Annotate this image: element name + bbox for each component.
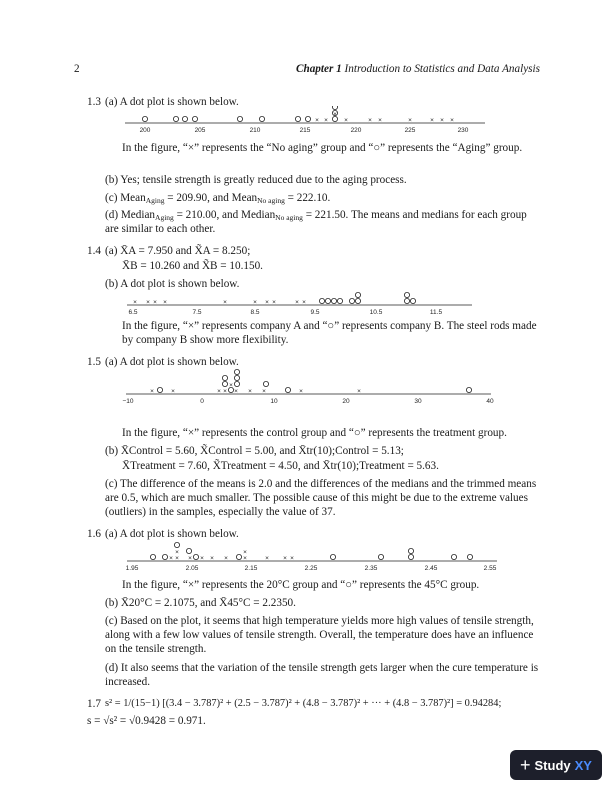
problem-1-3-number: 1.3	[87, 96, 101, 108]
tick-label: 11.5	[429, 309, 443, 316]
page-number: 2	[74, 63, 80, 75]
tick-label: 225	[404, 127, 416, 134]
tick-label: 2.35	[364, 565, 378, 572]
problem-1-6-d: (d) It also seems that the variation of the tensile strength gets larger when the cure temperature is increased.	[105, 662, 539, 688]
problem-1-6-c: (c) Based on the plot, it seems that high temperature yields more high values of tensile strength, along with a few low values of tensile strength. Overall, the temperature does have an influence on the tensile strength.	[105, 615, 534, 655]
running-header	[296, 62, 540, 76]
problem-1-7-line1: s² = 1/(15−1) [(3.4 − 3.787)² + (2.5 − 3.787)² + (4.8 − 3.787)² + ··· + (4.8 − 3.787)²] = 0.94284;	[105, 698, 502, 709]
svg-text:×: ×	[290, 555, 294, 562]
problem-1-5-c: (c) The difference of the means is 2.0 and the differences of the medians and the trimmed means are 0.5, which are much smaller. The possible cause of this might be due to the extreme values (outliers) in the samples, especially the value of 37.	[105, 478, 537, 518]
tick-label: −10	[122, 398, 134, 405]
problem-1-3-a: (a) A dot plot is shown below.	[105, 96, 239, 108]
tick-label: 0	[200, 398, 204, 405]
svg-text:×: ×	[344, 117, 348, 124]
tick-label: 230	[457, 127, 469, 134]
svg-text:×: ×	[153, 299, 157, 306]
svg-text:×: ×	[171, 388, 175, 395]
svg-text:×: ×	[175, 555, 179, 562]
problem-1-6-a: (a) A dot plot is shown below.	[105, 528, 239, 540]
svg-text:×: ×	[248, 388, 252, 395]
chapter-title: Introduction to Statistics and Data Analysis	[344, 63, 540, 75]
plus-icon: +	[520, 754, 531, 775]
svg-text:×: ×	[163, 299, 167, 306]
tick-label: 6.5	[128, 309, 138, 316]
svg-text:×: ×	[357, 388, 361, 395]
svg-text:×: ×	[133, 299, 137, 306]
svg-text:×: ×	[229, 382, 233, 389]
svg-text:×: ×	[408, 117, 412, 124]
tick-label: 10	[270, 398, 278, 405]
no-aging-markers	[315, 111, 454, 124]
treatment-markers	[157, 369, 471, 392]
tick-label: 7.5	[192, 309, 202, 316]
svg-text:×: ×	[169, 555, 173, 562]
tick-label: 2.15	[244, 565, 258, 572]
dot-plot-1-4	[122, 287, 482, 322]
tick-label: 2.05	[185, 565, 199, 572]
svg-text:×: ×	[302, 299, 306, 306]
svg-text:×: ×	[200, 555, 204, 562]
problem-1-5-figure-note: In the figure, “×” represents the control group and “○” represents the treatment group.	[122, 427, 507, 439]
problem-1-5-number: 1.5	[87, 356, 101, 368]
problem-1-7-line2: s = √s² = √0.9428 = 0.971.	[87, 715, 206, 727]
20c-markers	[169, 549, 294, 562]
svg-text:×: ×	[315, 117, 319, 124]
svg-text:×: ×	[262, 388, 266, 395]
svg-text:×: ×	[450, 117, 454, 124]
tick-label: 20	[342, 398, 350, 405]
problem-1-5-a: (a) A dot plot is shown below.	[105, 356, 239, 368]
tick-label: 1.95	[125, 565, 139, 572]
problem-1-6-figure-note: In the figure, “×” represents the 20°C group and “○” represents the 45°C group.	[122, 579, 480, 591]
problem-1-7-number: 1.7	[87, 698, 101, 710]
tick-label: 205	[194, 127, 206, 134]
tick-label: 200	[139, 127, 151, 134]
svg-text:×: ×	[333, 111, 337, 118]
svg-text:×: ×	[265, 555, 269, 562]
problem-1-4-number: 1.4	[87, 245, 101, 257]
tick-label: 210	[249, 127, 261, 134]
tick-label: 2.55	[483, 565, 497, 572]
svg-text:×: ×	[243, 549, 247, 556]
problem-1-3-b: (b) Yes; tensile strength is greatly reduced due to the aging process.	[105, 174, 407, 186]
svg-text:×: ×	[243, 555, 247, 562]
tick-label: 220	[350, 127, 362, 134]
svg-text:×: ×	[272, 299, 276, 306]
svg-text:×: ×	[223, 299, 227, 306]
problem-1-6-number: 1.6	[87, 528, 101, 540]
tick-label: 10.5	[369, 309, 383, 316]
problem-1-4-figure-note: In the figure, “×” represents company A and “○” represents company B. The steel rods made by company B show more flexibility.	[122, 320, 537, 346]
svg-text:×: ×	[234, 388, 238, 395]
problem-1-4-a-line1: (a) X̄A = 7.950 and X̃A = 8.250;	[105, 245, 251, 257]
svg-text:×: ×	[210, 555, 214, 562]
svg-text:×: ×	[299, 388, 303, 395]
problem-1-5-b-line2: X̄Treatment = 7.60, X̃Treatment = 4.50, and X̄tr(10);Treatment = 5.63.	[122, 460, 439, 472]
tick-label: 2.45	[424, 565, 438, 572]
svg-text:×: ×	[283, 555, 287, 562]
problem-1-5-b-line1: (b) X̄Control = 5.60, X̃Control = 5.00, and X̄tr(10);Control = 5.13;	[105, 445, 404, 457]
problem-1-4-a-line2: X̄B = 10.260 and X̃B = 10.150.	[122, 260, 263, 272]
svg-text:×: ×	[324, 117, 328, 124]
svg-text:×: ×	[175, 549, 179, 556]
dot-plot-1-5	[116, 366, 496, 411]
svg-text:×: ×	[223, 388, 227, 395]
svg-text:×: ×	[224, 555, 228, 562]
tick-label: 30	[414, 398, 422, 405]
tick-label: 9.5	[310, 309, 320, 316]
svg-text:×: ×	[295, 299, 299, 306]
svg-text:×: ×	[440, 117, 444, 124]
problem-1-4-b: (b) A dot plot is shown below.	[105, 278, 240, 290]
tick-label: 215	[299, 127, 311, 134]
studyxy-logo: + Study XY	[510, 750, 602, 780]
svg-text:×: ×	[146, 299, 150, 306]
svg-text:×: ×	[150, 388, 154, 395]
dot-plot-1-3	[120, 106, 490, 143]
tick-label: 8.5	[250, 309, 260, 316]
problem-1-3-c: (c) Mean$_{Aging}$ = 209.90, and Mean$_{No aging}$ = 222.10.	[105, 192, 331, 205]
tick-label: 40	[486, 398, 494, 405]
chapter-label: Chapter 1	[296, 63, 342, 75]
aging-markers	[142, 106, 337, 122]
problem-1-3-figure-note: In the figure, “×” represents the “No aging” group and “○” represents the “Aging” group.	[122, 142, 523, 154]
svg-text:×: ×	[253, 299, 257, 306]
svg-text:×: ×	[188, 555, 192, 562]
dot-plot-1-6	[122, 537, 502, 578]
problem-1-3-d: (d) Median$_{Aging}$ = 210.00, and Median$_{No aging}$ = 221.50. The means and medians for each group are similar to each other.	[105, 209, 527, 235]
svg-text:×: ×	[217, 388, 221, 395]
tick-label: 2.25	[304, 565, 318, 572]
45c-markers	[150, 542, 472, 559]
svg-text:×: ×	[265, 299, 269, 306]
svg-text:×: ×	[368, 117, 372, 124]
problem-1-6-b: (b) X̄20°C = 2.1075, and X̄45°C = 2.2350.	[105, 597, 296, 609]
svg-text:×: ×	[430, 117, 434, 124]
svg-text:×: ×	[378, 117, 382, 124]
control-markers	[150, 382, 361, 395]
company-b-markers	[319, 292, 415, 303]
